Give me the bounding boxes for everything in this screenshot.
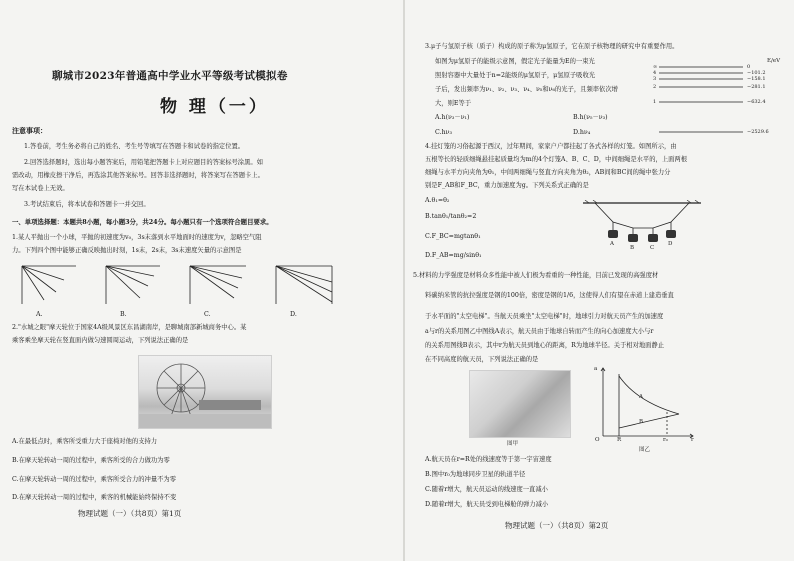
question-1-text: 1.某人平抛出一个小球，平抛的初速度为v₀，3s末落到水平地面时的速度为v，忽略空气阻 (12, 234, 262, 241)
level-n-label: 1 (653, 99, 657, 105)
level-energy-value: −632.4 (747, 99, 766, 105)
graph-origin-label: O (595, 437, 600, 443)
level-energy-value: −101.2 (747, 70, 766, 76)
question-1-option-c: C. (204, 311, 211, 318)
question-2-option-b: B.在摩天轮转动一周的过程中，乘客所受的合力做功为零 (12, 457, 170, 464)
question-3-option-a: A.h(ν₃－ν₁) (435, 114, 470, 121)
question-3-option-b: B.h(ν₅－ν₃) (573, 114, 608, 121)
question-5-text: 于水平面的"太空电梯"。当航天员乘坐"太空电梯"时，地球引力对航天员产生的加速度 (425, 313, 664, 320)
acceleration-graph (589, 364, 697, 442)
question-4-text: 4.挂灯笼的习俗起源于西汉，过年期间，家家户户都挂起了各式各样的灯笼。如图所示，由 (425, 143, 677, 150)
subject-title: 物 理（一） (160, 97, 269, 117)
space-elevator-photo (469, 370, 571, 438)
question-3-text: 如图为μ氢原子的能级示意图，假定光子能量为E的一束光 (435, 58, 595, 65)
figure-b-caption: 图乙 (639, 447, 651, 453)
page-footer-right: 物理试题（一）（共8页）第2页 (505, 521, 609, 530)
energy-level-diagram (649, 64, 743, 144)
question-4-option-d: D.F_AB=mg/sinθ₁ (425, 252, 482, 259)
question-2-option-d: D.在摩天轮转动一周的过程中，乘客的机械能始终保持不变 (12, 494, 177, 501)
question-4-text: 别是F_AB和F_BC，重力加速度为g。下列关系式正确的是 (425, 182, 589, 189)
question-3-option-c: C.hν₃ (435, 129, 453, 136)
question-2-text: 2."水城之眼"摩天轮位于国家4A级风景区东昌湖南岸，是聊城南部新城商务中心。某 (12, 324, 247, 331)
question-3-text: 子后，发出频率为ν₁、ν₂、ν₃、ν₄、ν₅和ν₆的光子，且频率依次增 (435, 86, 618, 93)
level-n-label: 2 (653, 84, 657, 90)
page-footer-left: 物理试题（一）（共8页）第1页 (78, 509, 182, 518)
ferris-wheel-photo (138, 355, 272, 429)
question-4-text: 细绳与水平方向夹角为θ₁，中间两细绳与竖直方向夹角为θ₂，AB间和BC间的绳中张力分 (425, 169, 671, 176)
question-2-text: 乘客乘坐摩天轮在竖直面内做匀速圆周运动，下列说法正确的是 (12, 337, 189, 344)
lantern-label: D (668, 241, 673, 247)
level-n-label: ∞ (653, 64, 658, 70)
question-2-option-a: A.在最低点时，乘客所受重力大于座椅对他的支持力 (12, 438, 158, 445)
notes-line: 3.考试结束后，将本试卷和答题卡一并交回。 (24, 201, 150, 208)
notes-heading: 注意事项： (12, 126, 47, 135)
lantern-label: B (630, 245, 635, 251)
exam-title: 聊城市2023年普通高中学业水平等级考试模拟卷 (52, 70, 288, 82)
question-4-option-b: B.tanθ₁/tanθ₂=2 (425, 213, 477, 220)
question-1-option-d: D. (290, 311, 297, 318)
notes-line: 写在本试卷上无效。 (12, 185, 69, 192)
question-5-text: a与r的关系用图乙中图线A表示，航天员由于地球自转而产生的向心加速度大小与r (425, 328, 654, 335)
level-energy-value: −281.1 (747, 84, 766, 90)
question-5-option-c: C.随着r增大，航天员运动的线速度一直减小 (425, 486, 548, 493)
question-2-option-c: C.在摩天轮转动一周的过程中，乘客所受合力的冲量不为零 (12, 476, 177, 483)
lantern-label: A (610, 241, 614, 247)
figure-a-caption: 图甲 (507, 441, 519, 447)
question-3-text: 大，则E等于 (435, 100, 472, 107)
level-energy-value: 0 (747, 64, 751, 70)
level-energy-value: −2529.6 (747, 129, 769, 135)
level-n-label: 3 (653, 76, 657, 82)
question-3-text: 3.μ子与氢原子核（质子）构成的原子称为μ氢原子，它在原子核物理的研究中有重要作用。 (425, 43, 679, 50)
question-1-text: 力。下列四个图中能够正确反映抛出时刻，1s末，2s末，3s末速度矢量的示意图是 (12, 247, 242, 254)
question-5-text: 的关系用图线B表示，其中r为航天员到地心的距离，R为地球半径。关于相对地面静止 (425, 342, 665, 349)
question-3-text: 照射容器中大量处于n=2能级的μ氢原子，μ氢原子吸收光 (435, 72, 596, 79)
question-4-option-a: A.θ₁=θ₂ (425, 197, 450, 204)
question-5-option-b: B.图中r₀为地球同步卫星的轨道半径 (425, 471, 526, 478)
question-3-option-d: D.hν₄ (573, 129, 591, 136)
question-5-text: 在不同高度的航天员，下列说法正确的是 (425, 356, 539, 363)
lantern-diagram (583, 200, 701, 254)
level-energy-value: −158.1 (747, 76, 766, 82)
question-4-text: 五根等长的轻质细绳悬挂起质量均为m的4个灯笼A、B、C、D，中间细绳是水平的，上面两根 (425, 156, 688, 163)
energy-unit-label: E/eV (767, 58, 781, 64)
question-4-option-c: C.F_BC=mgtanθ₁ (425, 233, 481, 240)
graph-y-axis-label: a (594, 366, 598, 372)
lantern-label: C (650, 245, 655, 251)
right-page (405, 0, 794, 561)
notes-line: 需改动，用橡皮擦干净后，再选涂其他答案标号。回答非选择题时，将答案写在答题卡上。 (12, 172, 264, 179)
graph-x-axis-label: r (691, 437, 694, 443)
notes-line: 1.答卷前，考生务必将自己的姓名、考生号等填写在答题卡和试卷的指定位置。 (24, 143, 245, 150)
question-5-option-d: D.随着r增大，航天员受到电梯舱的弹力减小 (425, 501, 549, 508)
question-5-text: 料碳纳米管的抗拉强度是钢的100倍，密度是钢的1/6，这使得人们有望在赤道上建造垂直 (425, 292, 674, 299)
question-5-text: 5.材料的力学强度是材料众多性能中被人们极为看重的一种性能，目前已发现的高强度材 (413, 272, 659, 279)
notes-line: 2.回答选择题时，选出每小题答案后，用铅笔把答题卡上对应题目的答案标号涂黑。如 (24, 159, 263, 166)
graph-r0-mark: r₀ (663, 437, 668, 443)
question-1-option-a: A. (36, 311, 43, 318)
section-heading: 一、单项选择题：本题共8小题，每小题3分，共24分。每小题只有一个选项符合题目要求。 (12, 218, 273, 226)
graph-r-mark: R (617, 437, 622, 443)
question-5-option-a: A.航天员在r=R处的线速度等于第一宇宙速度 (425, 456, 552, 463)
question-1-option-b: B. (120, 311, 127, 318)
curve-b-label: B (639, 419, 644, 425)
curve-a-label: A (639, 394, 643, 400)
level-n-label: 4 (653, 70, 657, 76)
